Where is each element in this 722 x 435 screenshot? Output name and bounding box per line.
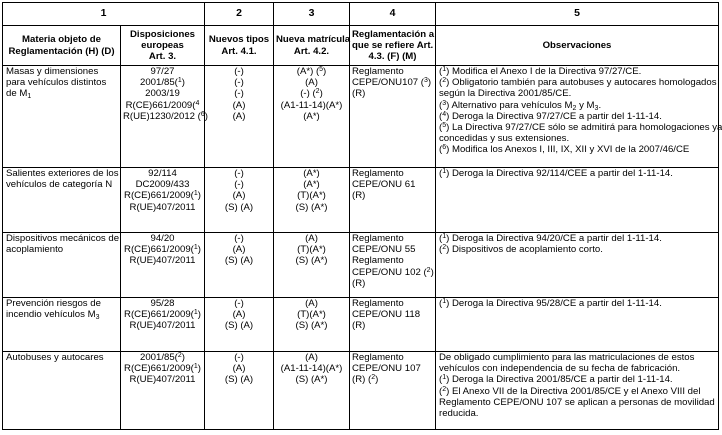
cell-line: R(CE)661/2009($^1$) bbox=[124, 190, 201, 202]
header-line: Art. 4.1. bbox=[221, 45, 257, 57]
cell-line: ($^6$) Modifica los Anexos I, III, IX, XII y XVI de la 2007/46/CE bbox=[439, 144, 690, 156]
cell-observaciones bbox=[436, 352, 719, 430]
cell-line: (A1-11-14)(A*) bbox=[280, 99, 343, 111]
cell-materia bbox=[3, 352, 121, 430]
cell-line: R(UE)407/2011 bbox=[129, 255, 196, 267]
cell-line: (A) bbox=[305, 298, 318, 309]
header-line: que se refiere Art. bbox=[352, 39, 434, 51]
cell-line: (A*) ($^5$) bbox=[296, 66, 327, 77]
cell-line: ($^1$) Modifica el Anexo I de la Directiva 97/27/CE. bbox=[439, 66, 642, 77]
cell-line: CEPE/ONU 55 bbox=[352, 244, 416, 256]
cell-line: DC2009/433 bbox=[135, 179, 190, 191]
cell-line: Autobuses y autocares bbox=[6, 352, 104, 363]
cell-line: (S) (A) bbox=[224, 320, 254, 332]
cell-nuevos-tipos bbox=[205, 352, 274, 430]
cell-disposiciones bbox=[121, 352, 205, 430]
cell-line: Reglamento CEPE/ONU 107 se aplican a personas de movilidad bbox=[439, 396, 715, 408]
cell-materia bbox=[3, 233, 121, 298]
cell-line: concedidas y sus extensiones. bbox=[439, 133, 570, 145]
table-row bbox=[3, 298, 719, 352]
cell-line: (-) bbox=[234, 88, 244, 100]
cell-line: 97/27 bbox=[150, 66, 175, 77]
cell-materia bbox=[3, 66, 121, 168]
cell-line: (A*) bbox=[303, 110, 320, 122]
cell-line: Reglamento bbox=[352, 352, 404, 363]
table-row bbox=[3, 233, 719, 298]
column-number-5: 5 bbox=[436, 3, 719, 26]
cell-materia bbox=[3, 298, 121, 352]
cell-line: CEPE/ONU 102 ($^2$) bbox=[352, 266, 434, 278]
cell-line: (A) bbox=[232, 190, 246, 202]
cell-line: R(UE)407/2011 bbox=[129, 201, 196, 213]
cell-line: Reglamento bbox=[352, 168, 404, 179]
cell-line: (A) bbox=[305, 233, 318, 244]
cell-line: ($^2$) Obligatorio también para autobuses y autocares homologados bbox=[439, 77, 717, 89]
cell-nueva-matricula bbox=[274, 233, 350, 298]
cell-line: (A) bbox=[232, 363, 246, 375]
cell-line: de $M_1$ bbox=[6, 88, 32, 101]
header-row bbox=[3, 26, 719, 66]
cell-disposiciones bbox=[121, 66, 208, 168]
header-line: Nueva matrícula bbox=[276, 34, 351, 46]
cell-line: (A*) bbox=[303, 168, 320, 179]
cell-line: 2001/85($^1$) bbox=[140, 77, 185, 89]
cell-line: (-) bbox=[234, 233, 244, 244]
cell-line: ($^2$) El Anexo VII de la Directiva 2001/85/CE y el Anexo VIII del bbox=[439, 385, 701, 397]
cell-line: ($^1$) Deroga la Directiva 2001/85/CE a partir del 1-11-14. bbox=[439, 374, 673, 386]
cell-nuevos-tipos bbox=[205, 66, 274, 168]
cell-line: De obligado cumplimiento para las matriculaciones de estos bbox=[439, 352, 695, 363]
header-nuevos-tipos bbox=[205, 26, 274, 66]
cell-line: (A1-11-14)(A*) bbox=[280, 363, 343, 375]
cell-line: (-) bbox=[234, 352, 244, 363]
cell-line: 2001/85($^2$) bbox=[140, 352, 185, 363]
cell-line: según la Directiva 2001/85/CE. bbox=[439, 88, 572, 100]
cell-line: (R) bbox=[352, 88, 366, 100]
cell-line: Reglamento bbox=[352, 233, 404, 244]
cell-line: (S) (A) bbox=[224, 374, 254, 386]
cell-line: (A) bbox=[305, 77, 318, 89]
cell-line: ($^5$) La Directiva 97/27/CE sólo se admitirá para homologaciones ya bbox=[439, 122, 722, 134]
cell-line: 94/20 bbox=[150, 233, 175, 244]
cell-line: 2003/19 bbox=[145, 88, 180, 100]
cell-line: CEPE/ONU 118 bbox=[352, 309, 421, 321]
cell-nueva-matricula bbox=[274, 66, 350, 168]
header-line: Art. 4.2. bbox=[293, 45, 330, 57]
header-line: 4.3. (F) (M) bbox=[368, 51, 417, 63]
cell-line: ($^1$) Deroga la Directiva 95/28/CE a partir del 1-11-14. bbox=[439, 298, 662, 309]
cell-line: (-) bbox=[234, 179, 244, 191]
regulation-table bbox=[2, 2, 722, 430]
cell-line: ($^1$) Deroga la Directiva 94/20/CE a partir del 1-11-14. bbox=[439, 233, 662, 244]
cell-line: ($^1$) Deroga la Directiva 92/114/CEE a partir del 1-11-14. bbox=[439, 168, 673, 179]
cell-line: ($^2$) Dispositivos de acoplamiento corto. bbox=[439, 244, 603, 256]
cell-line: (A) bbox=[305, 352, 318, 363]
cell-line: Masas y dimensiones bbox=[6, 66, 99, 77]
cell-line: ($^4$) Deroga la Directiva 97/27/CE a partir del 1-11-14. bbox=[439, 110, 662, 122]
cell-line: (R) bbox=[352, 190, 366, 202]
cell-line: (T)(A*) bbox=[297, 190, 326, 202]
cell-line: Reglamento bbox=[352, 298, 404, 309]
cell-observaciones bbox=[436, 66, 722, 168]
cell-line: (T)(A*) bbox=[297, 244, 326, 256]
cell-line: (-) ($^2$) bbox=[300, 88, 323, 100]
cell-line: (R) bbox=[352, 320, 366, 332]
cell-line: CEPE/ONU107 ($^3$) bbox=[352, 77, 432, 89]
column-number-1: 1 bbox=[3, 3, 205, 26]
cell-line: R(UE)1230/2012 ($^6$) bbox=[123, 110, 208, 122]
cell-nuevos-tipos bbox=[205, 233, 274, 298]
cell-reglamentacion bbox=[350, 66, 436, 168]
cell-line: R(CE)661/2009($^1$) bbox=[124, 363, 201, 375]
header-nueva-matricula bbox=[274, 26, 350, 66]
cell-line: (-) bbox=[234, 298, 244, 309]
table-row bbox=[3, 168, 719, 233]
cell-nueva-matricula bbox=[274, 352, 350, 430]
cell-nueva-matricula bbox=[274, 298, 350, 352]
cell-line: (R) bbox=[352, 277, 366, 289]
cell-line: (S) (A) bbox=[224, 255, 254, 267]
cell-line: (A*) bbox=[303, 179, 320, 191]
cell-line: CEPE/ONU 107 bbox=[352, 363, 421, 375]
cell-line: (S) (A*) bbox=[295, 255, 328, 267]
cell-line: (-) bbox=[234, 77, 244, 89]
cell-line: R(CE)661/2009($^1$) bbox=[124, 309, 201, 321]
cell-line: vehículos con independencia de su fecha de fabricación. bbox=[439, 363, 681, 375]
cell-disposiciones bbox=[121, 168, 205, 233]
column-number-4: 4 bbox=[350, 3, 436, 26]
cell-line: (A) bbox=[232, 99, 246, 111]
cell-observaciones bbox=[436, 168, 719, 233]
cell-reglamentacion bbox=[350, 233, 436, 298]
header-line: Reglamentación (H) (D) bbox=[8, 45, 115, 57]
header-line: Nuevos tipos bbox=[208, 34, 270, 46]
cell-line: R(CE)661/2009($^4$ bbox=[125, 99, 200, 111]
header-line: Materia objeto de bbox=[22, 34, 101, 46]
column-number-2: 2 bbox=[205, 3, 274, 26]
header-materia bbox=[3, 26, 121, 66]
cell-line: para vehículos distintos bbox=[6, 77, 107, 89]
cell-line: (A) bbox=[232, 110, 246, 122]
cell-observaciones bbox=[436, 233, 719, 298]
cell-line: (A) bbox=[232, 244, 246, 256]
cell-line: Reglamento bbox=[352, 66, 404, 77]
table-row bbox=[3, 66, 719, 168]
cell-line: Prevención riesgos de bbox=[6, 298, 101, 309]
header-line: Art. 3. bbox=[148, 51, 177, 63]
cell-line: (T)(A*) bbox=[297, 309, 326, 321]
column-number-row bbox=[3, 3, 719, 26]
cell-line: CEPE/ONU 61 bbox=[352, 179, 416, 191]
cell-line: Salientes exteriores de los bbox=[6, 168, 119, 179]
header-line: Reglamentación a bbox=[352, 28, 435, 40]
cell-line: Dispositivos mecánicos de bbox=[6, 233, 120, 244]
cell-disposiciones bbox=[121, 298, 205, 352]
cell-line: vehículos de categoría N bbox=[6, 179, 113, 191]
column-number-3: 3 bbox=[274, 3, 350, 26]
cell-line: reducida. bbox=[439, 408, 479, 420]
cell-line: Reglamento bbox=[352, 255, 404, 267]
cell-line: R(UE)407/2011 bbox=[129, 320, 196, 332]
cell-line: acoplamiento bbox=[6, 244, 64, 256]
cell-line: R(UE)407/2011 bbox=[129, 374, 196, 386]
cell-line: ($^3$) Alternativo para vehículos $M_2$ y $M_3$. bbox=[439, 99, 602, 112]
cell-line: 95/28 bbox=[150, 298, 175, 309]
cell-reglamentacion bbox=[350, 168, 436, 233]
cell-observaciones bbox=[436, 298, 719, 352]
cell-line: 92/114 bbox=[148, 168, 177, 179]
cell-line: (A) bbox=[232, 309, 246, 321]
header-line: Disposiciones bbox=[129, 28, 196, 40]
cell-line: (S) (A*) bbox=[295, 374, 328, 386]
cell-materia bbox=[3, 168, 121, 233]
cell-line: (S) (A) bbox=[224, 201, 254, 213]
cell-line: (-) bbox=[234, 66, 244, 77]
header-observaciones: Observaciones bbox=[436, 26, 719, 66]
cell-nueva-matricula bbox=[274, 168, 350, 233]
header-line: europeas bbox=[141, 39, 184, 51]
table-row bbox=[3, 352, 719, 430]
header-reglamentacion bbox=[350, 26, 436, 66]
cell-line: (-) bbox=[234, 168, 244, 179]
cell-reglamentacion bbox=[350, 298, 436, 352]
cell-nuevos-tipos bbox=[205, 168, 274, 233]
header-disposiciones bbox=[121, 26, 205, 66]
cell-line: (R) ($^2$) bbox=[352, 374, 379, 386]
cell-nuevos-tipos bbox=[205, 298, 274, 352]
cell-line: (S) (A*) bbox=[295, 320, 328, 332]
cell-line: R(CE)661/2009($^1$) bbox=[124, 244, 201, 256]
cell-line: (S) (A*) bbox=[295, 201, 328, 213]
cell-disposiciones bbox=[121, 233, 205, 298]
cell-reglamentacion bbox=[350, 352, 436, 430]
cell-line: incendio vehículos $M_3$ bbox=[6, 309, 100, 322]
